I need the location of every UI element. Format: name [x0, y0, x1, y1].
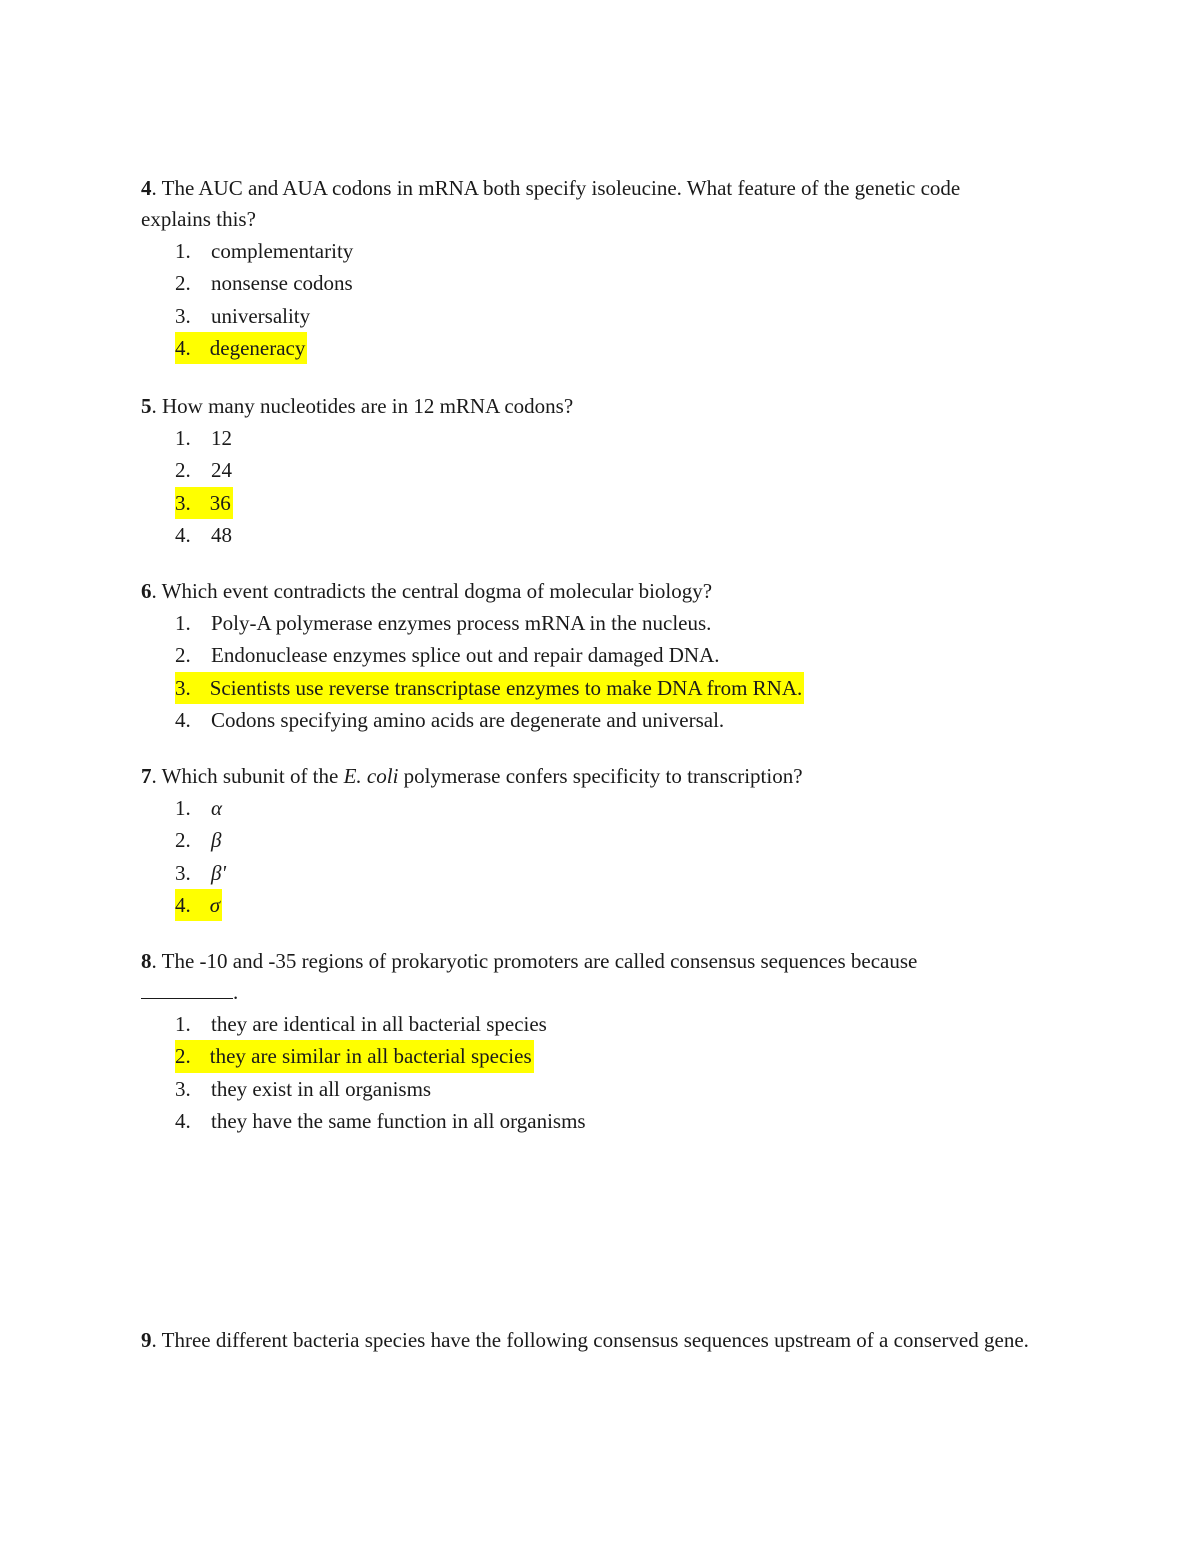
question-number: 7 — [141, 764, 152, 788]
question-8 — [141, 946, 1031, 1137]
answer-option[interactable]: 1. α — [175, 796, 223, 820]
highlight: 2. they are similar in all bacterial species — [175, 1040, 534, 1072]
answer-option[interactable]: 1. 12 — [175, 426, 232, 450]
answer-options — [141, 235, 1031, 364]
question-4 — [141, 173, 1031, 364]
question-stem: 8. The -10 and -35 regions of prokaryotic promoters are called consensus sequences because . — [141, 949, 918, 1004]
question-stem: 4. The AUC and AUA codons in mRNA both specify isoleucine. What feature of the genetic code explains this? — [141, 176, 961, 231]
answer-options — [141, 792, 1031, 921]
question-stem: 6. Which event contradicts the central dogma of molecular biology? — [141, 579, 713, 603]
question-number: 9 — [141, 1328, 152, 1352]
answer-option-correct[interactable] — [141, 889, 1031, 921]
answer-option[interactable]: 1. complementarity — [175, 239, 354, 263]
answer-options — [141, 607, 1031, 736]
question-9 — [141, 1325, 1031, 1356]
highlight: 4. degeneracy — [175, 332, 307, 364]
answer-option[interactable]: 4. 48 — [175, 522, 232, 547]
answer-option[interactable]: 3. they exist in all organisms — [175, 1076, 432, 1101]
answer-option[interactable]: 3. universality — [175, 303, 311, 328]
answer-option[interactable]: 2. 24 — [175, 458, 232, 483]
highlight: 3. 36 — [175, 487, 233, 519]
answer-option[interactable]: 3. β' — [175, 860, 226, 885]
question-number: 6 — [141, 579, 152, 603]
question-number: 8 — [141, 949, 152, 973]
question-5 — [141, 391, 1031, 551]
answer-option[interactable]: 2. Endonuclease enzymes splice out and repair damaged DNA. — [175, 643, 720, 668]
answer-option[interactable]: 1. they are identical in all bacterial species — [175, 1012, 547, 1036]
answer-option[interactable]: 2. nonsense codons — [175, 271, 353, 296]
answer-option-correct[interactable] — [141, 332, 1031, 364]
question-number: 4 — [141, 176, 152, 200]
answer-option[interactable]: 1. Poly-A polymerase enzymes process mRNA in the nucleus. — [175, 611, 712, 635]
question-stem: 7. Which subunit of the E. coli polymerase confers specificity to transcription? — [141, 764, 803, 788]
answer-options — [141, 422, 1031, 551]
answer-option-correct[interactable] — [141, 672, 1031, 704]
highlight: 4. σ — [175, 889, 222, 921]
answer-option[interactable]: 4. they have the same function in all organisms — [175, 1108, 586, 1133]
answer-option-correct[interactable] — [141, 487, 1031, 519]
answer-option[interactable]: 2. β — [175, 828, 222, 853]
species-name: E. coli — [343, 764, 399, 788]
fill-in-blank — [141, 980, 233, 999]
highlight: 3. Scientists use reverse transcriptase enzymes to make DNA from RNA. — [175, 672, 804, 704]
question-7 — [141, 761, 1031, 921]
question-stem: 5. How many nucleotides are in 12 mRNA codons? — [141, 394, 574, 418]
question-6 — [141, 576, 1031, 736]
answer-options — [141, 1008, 1031, 1137]
answer-option[interactable]: 4. Codons specifying amino acids are degenerate and universal. — [175, 707, 725, 732]
answer-option-correct[interactable] — [141, 1040, 1031, 1072]
question-number: 5 — [141, 394, 152, 418]
question-stem: 9. Three different bacteria species have the following consensus sequences upstream of a conserved gene. — [141, 1328, 1029, 1352]
